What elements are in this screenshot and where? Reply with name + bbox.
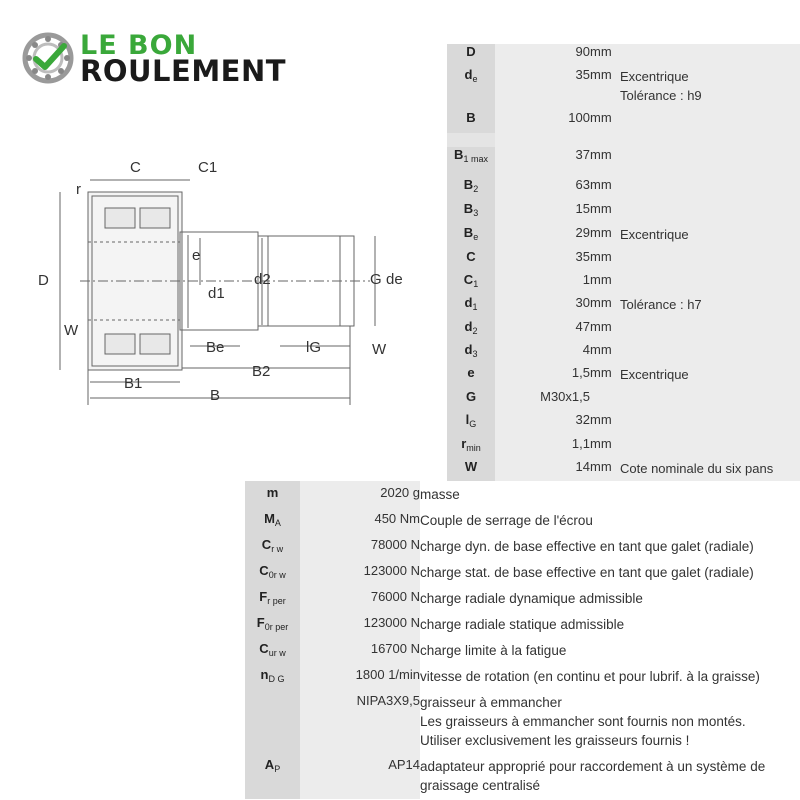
param-symbol xyxy=(447,201,495,225)
param-value-text: M30x1,5 xyxy=(540,389,590,404)
param-symbol xyxy=(245,753,300,799)
param-unit-text: mm xyxy=(590,249,612,264)
description-line: Les graisseurs à emmancher sont fournis non montés. xyxy=(420,714,746,729)
param-unit xyxy=(590,365,620,389)
param-value-text: 100 xyxy=(568,110,590,125)
param-value xyxy=(495,110,590,133)
description-line: charge limite à la fatigue xyxy=(420,643,567,658)
param-unit xyxy=(590,225,620,249)
symbol-text: B xyxy=(466,110,476,125)
param-description xyxy=(620,44,800,67)
param-symbol xyxy=(245,663,300,689)
brand-logo xyxy=(22,30,302,90)
param-description xyxy=(420,507,800,533)
description-line: vitesse de rotation (en continu et pour lubrif. à la graisse) xyxy=(420,669,760,684)
param-value-text: 32 xyxy=(575,412,590,427)
param-symbol xyxy=(447,295,495,319)
description-line: Tolérance : h9 xyxy=(620,88,702,103)
param-symbol xyxy=(245,559,300,585)
param-symbol xyxy=(447,342,495,365)
symbol-text: C xyxy=(261,537,272,552)
drawing-label-B: B xyxy=(210,387,221,404)
symbol-subscript: e xyxy=(472,74,478,84)
param-symbol xyxy=(447,67,495,110)
param-value xyxy=(495,177,590,201)
param-value xyxy=(495,365,590,389)
table-row xyxy=(245,611,800,637)
param-value xyxy=(300,533,420,559)
param-symbol xyxy=(245,507,300,533)
param-value-text: 47 xyxy=(575,319,590,334)
param-description xyxy=(620,272,800,295)
table-gap-row xyxy=(447,133,800,147)
param-unit xyxy=(590,67,620,110)
param-unit xyxy=(590,389,620,412)
table-row xyxy=(447,389,800,412)
symbol-subscript: ur w xyxy=(268,648,286,658)
param-symbol xyxy=(245,585,300,611)
symbol-subscript: 0r per xyxy=(264,622,289,632)
param-value xyxy=(495,412,590,436)
symbol-subscript: e xyxy=(473,232,479,242)
param-value xyxy=(495,225,590,249)
param-description xyxy=(620,342,800,365)
param-value-text: 30 xyxy=(575,295,590,310)
param-symbol xyxy=(447,436,495,459)
table-row xyxy=(447,319,800,342)
symbol-subscript: 1 max xyxy=(463,154,488,164)
param-value xyxy=(495,147,590,177)
dimensions-table xyxy=(447,44,800,497)
param-value-text: 15 xyxy=(575,201,590,216)
table-row xyxy=(245,663,800,689)
param-value-text: 78000 N xyxy=(370,537,420,552)
param-symbol xyxy=(245,533,300,559)
symbol-subscript: G xyxy=(469,419,477,429)
symbol-subscript: 0r w xyxy=(268,570,286,580)
table-row xyxy=(447,412,800,436)
symbol-subscript: A xyxy=(274,518,281,528)
param-value-text: 35 xyxy=(575,249,590,264)
description-line: Excentrique xyxy=(620,227,689,242)
symbol-text: d xyxy=(464,295,473,310)
param-description xyxy=(420,753,800,799)
drawing-label-r: r xyxy=(76,181,81,198)
param-symbol xyxy=(245,689,300,753)
param-symbol xyxy=(447,412,495,436)
param-description xyxy=(420,637,800,663)
symbol-text: m xyxy=(266,485,279,500)
param-description xyxy=(620,225,800,249)
param-value xyxy=(300,611,420,637)
table-row xyxy=(245,559,800,585)
symbol-text: M xyxy=(264,511,275,526)
param-symbol xyxy=(245,611,300,637)
param-value xyxy=(300,689,420,753)
table-row xyxy=(447,44,800,67)
param-description xyxy=(420,481,800,507)
param-value xyxy=(495,389,590,412)
symbol-text: B xyxy=(463,201,474,216)
symbol-text: A xyxy=(264,757,275,772)
description-line: charge stat. de base effective en tant que galet (radiale) xyxy=(420,565,754,580)
param-description xyxy=(620,249,800,272)
properties-table xyxy=(245,481,800,799)
param-value-text: NIPA3X9,5 xyxy=(356,693,420,708)
param-unit-text: mm xyxy=(590,177,612,192)
param-value xyxy=(300,663,420,689)
param-description xyxy=(620,389,800,412)
symbol-subscript: 1 xyxy=(473,279,479,289)
drawing-label-de: de xyxy=(386,271,403,288)
param-unit xyxy=(590,319,620,342)
param-description xyxy=(620,110,800,133)
param-value xyxy=(495,295,590,319)
param-unit xyxy=(590,412,620,436)
param-description xyxy=(620,295,800,319)
param-unit-text: mm xyxy=(590,436,612,451)
param-description xyxy=(620,67,800,110)
bearing-check-icon xyxy=(22,32,74,84)
symbol-text: l xyxy=(465,412,470,427)
param-symbol xyxy=(447,147,495,177)
drawing-label-Be: Be xyxy=(206,339,225,356)
symbol-text: D xyxy=(466,44,476,59)
description-line: adaptateur approprié pour raccordement à un système de xyxy=(420,759,766,774)
param-value-text: 63 xyxy=(575,177,590,192)
drawing-label-B1: B1 xyxy=(124,375,143,392)
param-unit-text: mm xyxy=(590,295,612,310)
table-row xyxy=(447,342,800,365)
param-unit xyxy=(590,342,620,365)
table-row xyxy=(447,147,800,177)
symbol-text: B xyxy=(463,225,474,240)
symbol-text: G xyxy=(465,389,477,404)
param-unit xyxy=(590,147,620,177)
table-row xyxy=(447,365,800,389)
param-unit-text: mm xyxy=(590,147,612,162)
param-description xyxy=(420,663,800,689)
symbol-subscript: 3 xyxy=(472,349,478,359)
symbol-subscript: 3 xyxy=(473,208,479,218)
param-symbol xyxy=(245,481,300,507)
table-row xyxy=(447,225,800,249)
param-value xyxy=(300,585,420,611)
param-value xyxy=(300,507,420,533)
param-value xyxy=(495,201,590,225)
symbol-subscript: r w xyxy=(271,544,284,554)
param-description xyxy=(420,533,800,559)
param-value xyxy=(495,44,590,67)
param-value-text: 37 xyxy=(575,147,590,162)
symbol-text: C xyxy=(463,272,474,287)
param-symbol xyxy=(447,389,495,412)
param-unit xyxy=(590,177,620,201)
symbol-text: F xyxy=(256,615,265,630)
param-value xyxy=(495,436,590,459)
symbol-subscript: min xyxy=(466,443,481,453)
param-value-text: 14 xyxy=(575,459,590,474)
logo-line-2: ROULEMENT xyxy=(80,54,287,88)
param-unit-text: mm xyxy=(590,342,612,357)
param-value xyxy=(495,249,590,272)
param-description xyxy=(420,585,800,611)
param-description xyxy=(420,559,800,585)
symbol-subscript: r per xyxy=(267,596,286,606)
param-value-text: 29 xyxy=(575,225,590,240)
param-unit-text: mm xyxy=(590,44,612,59)
gap-cell xyxy=(620,133,800,147)
param-description xyxy=(420,689,800,753)
param-description xyxy=(620,436,800,459)
symbol-text: d xyxy=(464,67,473,82)
param-value-text: 35 xyxy=(575,67,590,82)
param-symbol xyxy=(447,319,495,342)
drawing-label-W-right: W xyxy=(372,341,387,358)
symbol-text: d xyxy=(464,319,473,334)
symbol-subscript: 2 xyxy=(473,184,479,194)
drawing-label-C1: C1 xyxy=(198,159,218,176)
param-value-text: 123000 N xyxy=(363,615,420,630)
symbol-text: F xyxy=(259,589,268,604)
description-line: masse xyxy=(420,487,460,502)
param-value-text: 450 Nm xyxy=(374,511,420,526)
param-value xyxy=(300,559,420,585)
drawing-label-d2: d2 xyxy=(254,271,271,288)
param-value-text: 1,5 xyxy=(571,365,590,380)
param-unit-text: mm xyxy=(590,459,612,474)
param-description xyxy=(420,611,800,637)
param-symbol xyxy=(447,225,495,249)
param-symbol xyxy=(447,44,495,67)
gap-cell xyxy=(590,133,620,147)
param-symbol xyxy=(447,249,495,272)
param-value-text: 16700 N xyxy=(370,641,420,656)
drawing-label-d1: d1 xyxy=(208,285,225,302)
param-value xyxy=(495,319,590,342)
table-row xyxy=(447,295,800,319)
symbol-text: d xyxy=(464,342,473,357)
drawing-label-G: G xyxy=(370,271,382,288)
symbol-text: B xyxy=(463,177,474,192)
param-value xyxy=(495,67,590,110)
param-description xyxy=(620,201,800,225)
param-unit xyxy=(590,110,620,133)
symbol-text: r xyxy=(461,436,467,451)
param-symbol xyxy=(447,177,495,201)
table-row xyxy=(447,67,800,110)
logo-line-1: LE BON xyxy=(80,30,198,61)
param-unit xyxy=(590,272,620,295)
description-line: charge dyn. de base effective en tant que galet (radiale) xyxy=(420,539,754,554)
description-line: Cote nominale du six pans xyxy=(620,461,774,476)
param-value-text: 1 xyxy=(582,272,590,287)
param-unit xyxy=(590,295,620,319)
drawing-label-D: D xyxy=(38,272,49,289)
param-value-text: 2020 g xyxy=(380,485,420,500)
symbol-text: C xyxy=(466,249,476,264)
description-line: charge radiale statique admissible xyxy=(420,617,625,632)
param-unit-text: mm xyxy=(590,412,612,427)
table-row xyxy=(245,533,800,559)
technical-drawing xyxy=(30,150,420,420)
param-value-text: 76000 N xyxy=(370,589,420,604)
param-symbol xyxy=(447,272,495,295)
param-value xyxy=(495,342,590,365)
description-line: Excentrique xyxy=(620,367,689,382)
param-value xyxy=(300,481,420,507)
table-row xyxy=(245,481,800,507)
gap-cell xyxy=(447,133,495,147)
param-value-text: 90 xyxy=(575,44,590,59)
table-row xyxy=(447,201,800,225)
gap-cell xyxy=(495,133,590,147)
param-value-text: 4 xyxy=(582,342,590,357)
param-symbol xyxy=(245,637,300,663)
description-line: Couple de serrage de l'écrou xyxy=(420,513,593,528)
param-unit-text: mm xyxy=(590,67,612,82)
param-value-text: 1,1 xyxy=(571,436,590,451)
param-description xyxy=(620,365,800,389)
symbol-text: W xyxy=(464,459,478,474)
description-line: Excentrique xyxy=(620,69,689,84)
drawing-label-e: e xyxy=(192,247,201,264)
param-value xyxy=(300,753,420,799)
table-row xyxy=(447,272,800,295)
param-description xyxy=(620,412,800,436)
param-unit xyxy=(590,201,620,225)
param-unit-text: mm xyxy=(590,319,612,334)
symbol-subscript: 1 xyxy=(472,302,478,312)
symbol-subscript: 2 xyxy=(472,326,478,336)
description-line: graissage centralisé xyxy=(420,778,541,793)
drawing-label-C: C xyxy=(130,159,141,176)
symbol-subscript: P xyxy=(274,764,281,774)
param-unit-text: mm xyxy=(590,225,612,240)
symbol-text: n xyxy=(260,667,269,682)
param-value xyxy=(300,637,420,663)
table-row xyxy=(447,436,800,459)
table-row xyxy=(447,110,800,133)
param-unit-text: mm xyxy=(590,110,612,125)
param-value-text: AP14 xyxy=(388,757,420,772)
param-description xyxy=(620,319,800,342)
param-symbol xyxy=(447,365,495,389)
symbol-text: B xyxy=(454,147,464,162)
drawing-label-B2: B2 xyxy=(252,363,271,380)
param-value-text: 1800 1/min xyxy=(355,667,420,682)
table-row xyxy=(447,249,800,272)
drawing-label-W-left: W xyxy=(64,322,79,339)
param-unit xyxy=(590,436,620,459)
param-value xyxy=(495,272,590,295)
table-row xyxy=(245,507,800,533)
param-unit-text: mm xyxy=(590,365,612,380)
description-line: Utiliser exclusivement les graisseurs fournis ! xyxy=(420,733,690,748)
symbol-text: e xyxy=(467,365,475,380)
symbol-text: C xyxy=(259,641,269,656)
symbol-subscript: D G xyxy=(268,674,285,684)
param-unit-text: mm xyxy=(590,272,612,287)
param-description xyxy=(620,147,800,177)
param-unit-text: mm xyxy=(590,201,612,216)
param-description xyxy=(620,177,800,201)
description-line: graisseur à emmancher xyxy=(420,695,562,710)
table-row xyxy=(245,585,800,611)
param-symbol xyxy=(447,110,495,133)
param-unit xyxy=(590,44,620,67)
table-row xyxy=(447,177,800,201)
param-value-text: 123000 N xyxy=(363,563,420,578)
table-row xyxy=(245,689,800,753)
drawing-label-lG: lG xyxy=(306,339,321,356)
description-line: Tolérance : h7 xyxy=(620,297,702,312)
description-line: charge radiale dynamique admissible xyxy=(420,591,643,606)
table-row xyxy=(245,753,800,799)
symbol-text: C xyxy=(259,563,269,578)
param-unit xyxy=(590,249,620,272)
table-row xyxy=(245,637,800,663)
